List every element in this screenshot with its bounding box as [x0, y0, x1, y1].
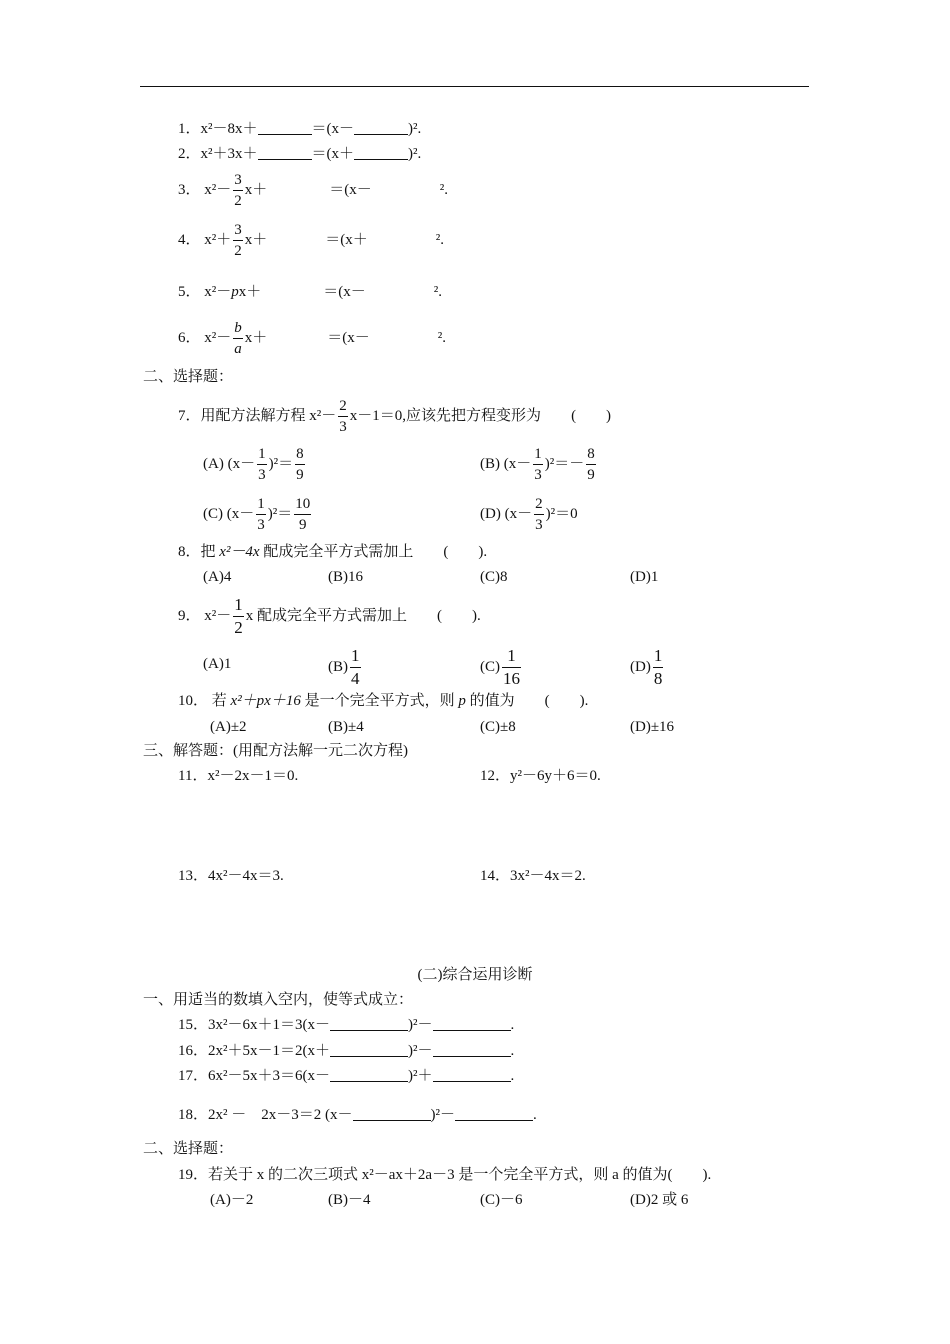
option-8a[interactable]: (A)4	[203, 569, 232, 585]
fraction: $\frac{b}{a}$	[234, 320, 242, 357]
item-3: 3． x²－ $\frac{3}{2}$ x＋ ＝(x－ ².	[178, 172, 449, 209]
fraction: $\frac{1}{3}$	[258, 446, 266, 483]
question-18: 18．2x² － 2x－3＝2 (x－ )²－ .	[178, 1107, 537, 1123]
question-17: 17．6x²－5x＋3＝6(x－ )²＋ .	[178, 1068, 515, 1084]
question-10: 10． 若 x²＋px＋16 是一个完全平方式，则 p 的值为 ( ).	[178, 693, 589, 709]
blank[interactable]	[354, 121, 408, 135]
option-10a[interactable]: (A)±2	[210, 719, 247, 735]
option-7d[interactable]: (D) (x－ $\frac{2}{3}$ )²＝0	[480, 496, 578, 533]
fraction: $\frac{2}{3}$	[339, 398, 347, 435]
section-heading: 一、用适当的数填入空内，使等式成立：	[143, 992, 414, 1008]
header-rule	[140, 86, 809, 87]
blank[interactable]	[455, 1107, 533, 1121]
option-10b[interactable]: (B)±4	[328, 719, 364, 735]
question-19: 19．若关于 x 的二次三项式 x²－ax＋2a－3 是一个完全平方式，则 a 的值为( ).	[178, 1167, 712, 1183]
blank[interactable]	[330, 1043, 408, 1057]
blank[interactable]	[433, 1017, 511, 1031]
fraction: $\frac{1}{8}$	[653, 646, 663, 688]
question-8: 8．把 x²－4x 配成完全平方式需加上 ( ).	[178, 544, 488, 560]
blank[interactable]	[330, 1068, 408, 1082]
item-6: 6． x²－ $\frac{b}{a}$ x＋ ＝(x－ ².	[178, 320, 447, 357]
question-14: 14．3x²－4x＝2.	[480, 868, 586, 884]
option-19c[interactable]: (C)－6	[480, 1192, 523, 1208]
option-9d[interactable]: (D) $\frac{1}{8}$	[630, 646, 663, 688]
fraction: $\frac{2}{3}$	[535, 496, 543, 533]
item-1: 1．x²－8x＋ ＝(x－ )².	[178, 121, 422, 137]
question-16: 16．2x²＋5x－1＝2(x＋ )²－ .	[178, 1043, 515, 1059]
blank[interactable]	[258, 146, 312, 160]
option-9a[interactable]: (A)1	[203, 656, 232, 672]
option-19d[interactable]: (D)2 或 6	[630, 1192, 689, 1208]
question-7: 7．用配方法解方程 x²－ $\frac{2}{3}$ x－1＝0,应该先把方程变形为 ( )	[178, 398, 612, 435]
option-10d[interactable]: (D)±16	[630, 719, 675, 735]
blank[interactable]	[354, 146, 408, 160]
option-8c[interactable]: (C)8	[480, 569, 508, 585]
blank[interactable]	[353, 1107, 431, 1121]
question-11: 11．x²－2x－1＝0.	[178, 768, 299, 784]
section-heading: 三、解答题：(用配方法解一元二次方程)	[143, 743, 408, 759]
option-19a[interactable]: (A)－2	[210, 1192, 254, 1208]
question-15: 15．3x²－6x＋1＝3(x－ )²－ .	[178, 1017, 515, 1033]
option-8b[interactable]: (B)16	[328, 569, 363, 585]
fraction: $\frac{3}{2}$	[234, 172, 242, 209]
blank[interactable]	[330, 1017, 408, 1031]
option-9b[interactable]: (B) $\frac{1}{4}$	[328, 646, 360, 688]
fraction: $\frac{8}{9}$	[296, 446, 304, 483]
blank[interactable]	[433, 1068, 511, 1082]
fraction: $\frac{10}{9}$	[295, 496, 311, 533]
fraction: $\frac{1}{2}$	[234, 595, 243, 637]
blank[interactable]	[433, 1043, 511, 1057]
fraction: $\frac{1}{3}$	[534, 446, 542, 483]
item-2: 2．x²＋3x＋ ＝(x＋ )².	[178, 146, 422, 162]
part-title: (二)综合运用诊断	[417, 967, 533, 983]
question-9: 9． x²－ $\frac{1}{2}$ x 配成完全平方式需加上 ( ).	[178, 595, 481, 637]
item-4: 4． x²＋ $\frac{3}{2}$ x＋ ＝(x＋ ².	[178, 222, 445, 259]
option-9c[interactable]: (C) $\frac{1}{16}$	[480, 646, 520, 688]
section-heading: 二、选择题：	[143, 1141, 234, 1157]
fraction: $\frac{8}{9}$	[587, 446, 595, 483]
fraction: $\frac{1}{3}$	[257, 496, 265, 533]
option-7b[interactable]: (B) (x－ $\frac{1}{3}$ )²＝－ $\frac{8}{9}$	[480, 446, 595, 483]
blank[interactable]	[258, 121, 312, 135]
fraction: $\frac{1}{4}$	[351, 646, 360, 688]
fraction: $\frac{1}{16}$	[503, 646, 520, 688]
option-10c[interactable]: (C)±8	[480, 719, 516, 735]
section-heading: 二、选择题：	[143, 369, 234, 385]
option-7c[interactable]: (C) (x－ $\frac{1}{3}$ )²＝ $\frac{10}{9}$	[203, 496, 311, 533]
question-12: 12．y²－6y＋6＝0.	[480, 768, 601, 784]
question-13: 13．4x²－4x＝3.	[178, 868, 284, 884]
option-19b[interactable]: (B)－4	[328, 1192, 371, 1208]
item-5: 5． x²－px＋ ＝(x－ ².	[178, 284, 443, 300]
option-8d[interactable]: (D)1	[630, 569, 659, 585]
option-7a[interactable]: (A) (x－ $\frac{1}{3}$ )²＝ $\frac{8}{9}$	[203, 446, 304, 483]
fraction: $\frac{3}{2}$	[234, 222, 242, 259]
